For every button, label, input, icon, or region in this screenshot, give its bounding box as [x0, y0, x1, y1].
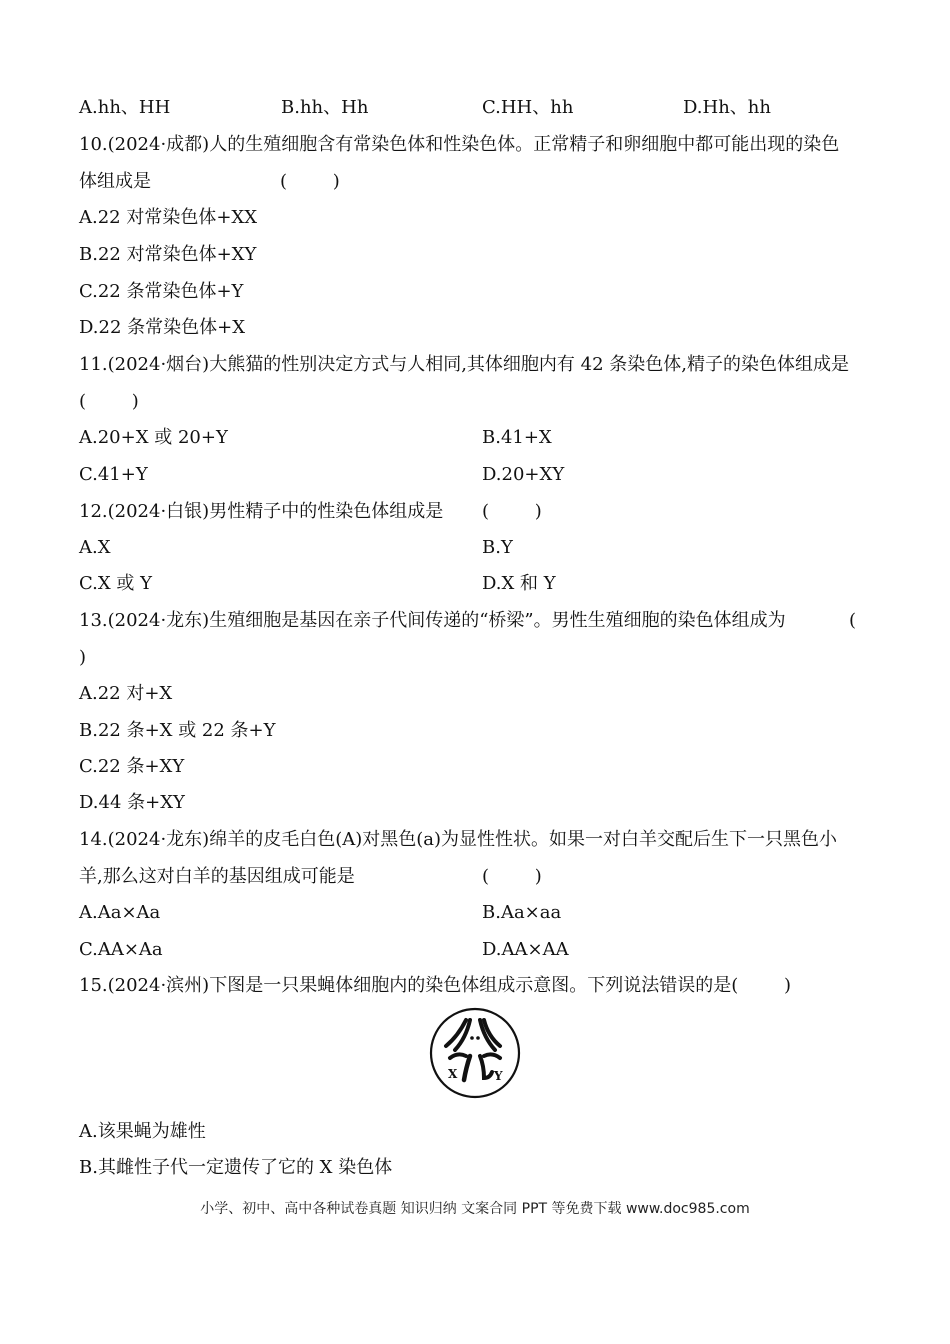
q13-stem-line2: ): [79, 647, 87, 668]
q9-option-b: B.hh、Hh: [281, 97, 369, 118]
q14-answer-paren: ( ): [482, 866, 542, 887]
q13-answer-paren-open: (: [849, 610, 857, 631]
q9-option-d: D.Hh、hh: [683, 97, 771, 118]
q14-option-c: C.AA×Aa: [79, 939, 163, 960]
q15-stem: 15.(2024·滨州)下图是一只果蝇体细胞内的染色体组成示意图。下列说法错误的是( ): [79, 975, 792, 996]
q11-stem-line1: 11.(2024·烟台)大熊猫的性别决定方式与人相同,其体细胞内有 42 条染色体,精子的染色体组成是: [79, 354, 849, 375]
q10-option-d: D.22 条常染色体+X: [79, 317, 246, 338]
q15-option-b: B.其雌性子代一定遗传了它的 X 染色体: [79, 1157, 393, 1178]
q10-option-b: B.22 对常染色体+XY: [79, 244, 257, 265]
q10-option-c: C.22 条常染色体+Y: [79, 281, 244, 302]
q11-option-c: C.41+Y: [79, 464, 148, 485]
q11-option-d: D.20+XY: [482, 464, 565, 485]
y-chromosome-label: Y: [494, 1069, 503, 1083]
q12-stem: 12.(2024·白银)男性精子中的性染色体组成是: [79, 501, 444, 522]
q10-stem-line2: 体组成是: [79, 171, 151, 192]
q13-option-c: C.22 条+XY: [79, 756, 185, 777]
x-chromosome-label: X: [448, 1067, 458, 1081]
q11-option-a: A.20+X 或 20+Y: [79, 427, 228, 448]
fruit-fly-chromosome-figure: [428, 1006, 522, 1100]
q12-answer-paren: ( ): [482, 501, 542, 522]
q10-answer-paren: ( ): [280, 171, 340, 192]
q13-option-b: B.22 条+X 或 22 条+Y: [79, 720, 276, 741]
q13-option-a: A.22 对+X: [79, 683, 173, 704]
q9-option-c: C.HH、hh: [482, 97, 574, 118]
q10-stem-line1: 10.(2024·成都)人的生殖细胞含有常染色体和性染色体。正常精子和卵细胞中都可能出现的染色: [79, 134, 840, 155]
chromosome-diagram: [428, 1006, 522, 1100]
q12-option-b: B.Y: [482, 537, 513, 558]
page-footer: 小学、初中、高中各种试卷真题 知识归纳 文案合同 PPT 等免费下载 www.doc985.com: [200, 1201, 750, 1217]
q9-option-a: A.hh、HH: [79, 97, 171, 118]
q11-option-b: B.41+X: [482, 427, 552, 448]
q12-option-a: A.X: [79, 537, 111, 558]
q13-stem-line1: 13.(2024·龙东)生殖细胞是基因在亲子代间传递的“桥梁”。男性生殖细胞的染色体组成为: [79, 610, 786, 631]
q14-option-a: A.Aa×Aa: [79, 902, 161, 923]
q14-stem-line1: 14.(2024·龙东)绵羊的皮毛白色(A)对黑色(a)为显性性状。如果一对白羊交配后生下一只黑色小: [79, 829, 838, 850]
q13-option-d: D.44 条+XY: [79, 792, 185, 813]
q12-option-d: D.X 和 Y: [482, 573, 556, 594]
q14-stem-line2: 羊,那么这对白羊的基因组成可能是: [79, 866, 355, 887]
q15-option-a: A.该果蝇为雄性: [79, 1121, 206, 1142]
q11-stem-line2: ( ): [79, 391, 139, 412]
q14-option-b: B.Aa×aa: [482, 902, 562, 923]
q12-option-c: C.X 或 Y: [79, 573, 152, 594]
q14-option-d: D.AA×AA: [482, 939, 569, 960]
q10-option-a: A.22 对常染色体+XX: [79, 207, 258, 228]
